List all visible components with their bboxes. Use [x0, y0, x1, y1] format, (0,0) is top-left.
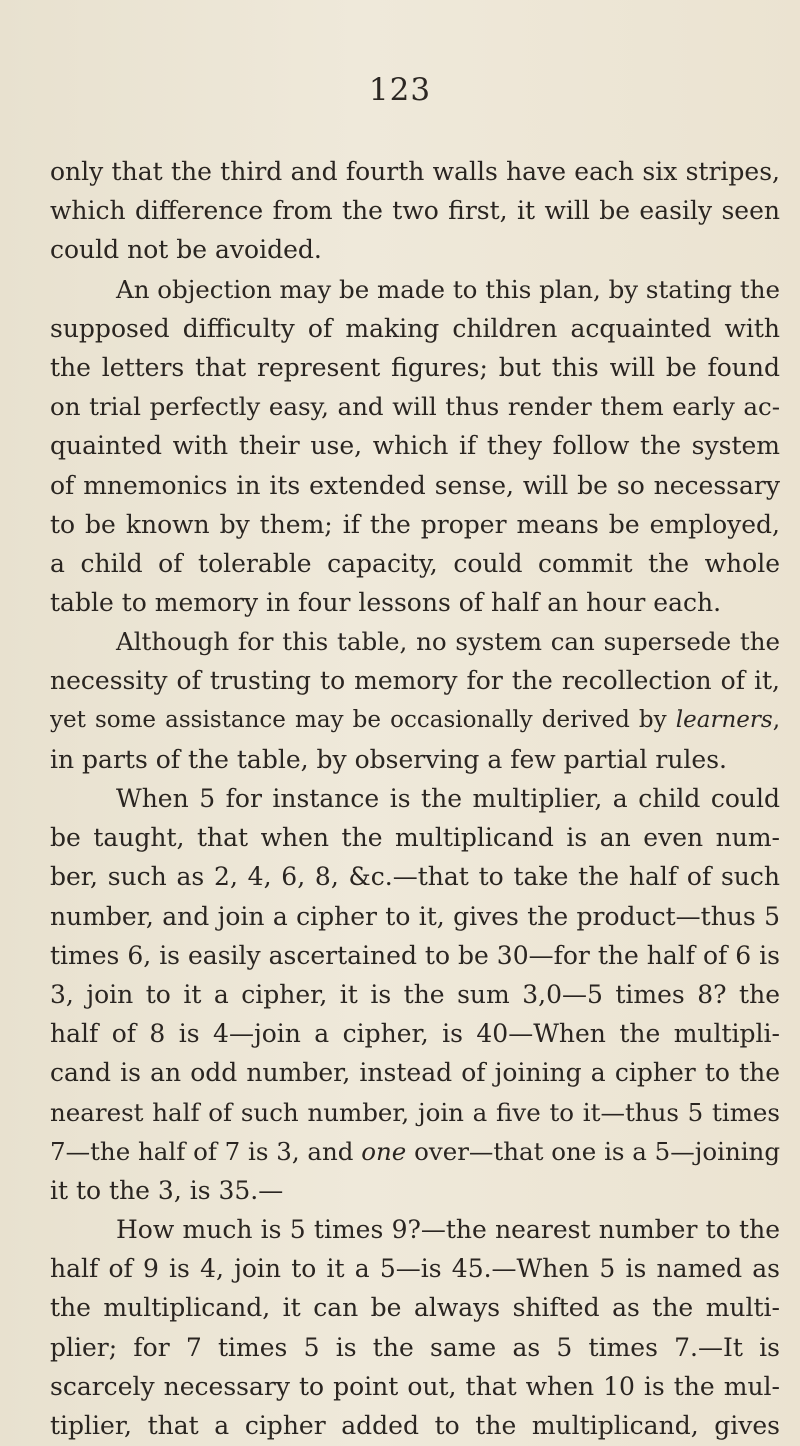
text-line: quainted with their use, which if they follow the system [50, 431, 780, 461]
text-line: half of 8 is 4—join a cipher, is 40—When the multipli- [50, 1019, 780, 1049]
text-line: a child of tolerable capacity, could commit the whole [50, 548, 780, 578]
text-line: number, and join a cipher to it, gives the product—thus 5 [50, 901, 780, 931]
text-line: scarcely necessary to point out, that when 10 is the mul- [50, 1371, 780, 1401]
text-line: plier; for 7 times 5 is the same as 5 times 7.—It is [50, 1332, 780, 1362]
text-line: it to the 3, is 35.— [50, 1175, 284, 1205]
italic-word: one [361, 1136, 407, 1166]
text-line: ber, such as 2, 4, 6, 8, &c.—that to take the half of such [50, 862, 780, 892]
text-line: How much is 5 times 9?—the nearest number to the [116, 1215, 780, 1245]
text-line: could not be avoided. [50, 235, 322, 265]
text-line: supposed difficulty of making children acquainted with [50, 313, 780, 343]
text-line: When 5 for instance is the multiplier, a child could [116, 784, 780, 813]
text-line: Although for this table, no system can supersede the [116, 627, 780, 657]
text-line: in parts of the table, by observing a few partial rules. [50, 744, 727, 774]
italic-word: learners [675, 706, 773, 733]
page-number: 123 [368, 72, 432, 108]
text-line: 7—the half of 7 is 3, and one over—that one is a 5—joining [50, 1136, 780, 1166]
text-line: the multiplicand, it can be always shifted as the multi- [50, 1293, 780, 1323]
text-line: to be known by them; if the proper means be employed, [50, 509, 780, 539]
text-line: be taught, that when the multiplicand is an even num- [50, 823, 780, 853]
text-line: table to memory in four lessons of half an hour each. [50, 588, 722, 618]
text-line: times 6, is easily ascertained to be 30—for the half of 6 is [50, 940, 780, 970]
text-line: only that the third and fourth walls have each six stripes, [50, 157, 780, 186]
text-line: the letters that represent figures; but this will be found [50, 352, 780, 382]
text-line: cand is an odd number, instead of joining a cipher to the [50, 1058, 780, 1088]
text-line: tiplier, that a cipher added to the multiplicand, gives [50, 1411, 780, 1440]
text-line: nearest half of such number, join a five to it—thus 5 times [50, 1097, 780, 1127]
text-line: on trial perfectly easy, and will thus render them early ac- [50, 392, 780, 422]
body-text [50, 152, 780, 1445]
text-line: which difference from the two first, it will be easily seen [50, 196, 780, 226]
text-line: yet some assistance may be occasionally derived by learners, [50, 706, 780, 733]
text-line: 3, join to it a cipher, it is the sum 3,0—5 times 8? the [50, 979, 780, 1009]
text-line: half of 9 is 4, join to it a 5—is 45.—When 5 is named as [50, 1254, 780, 1284]
text-line: An objection may be made to this plan, by stating the [116, 274, 780, 304]
text-line: necessity of trusting to memory for the recollection of it, [50, 666, 780, 696]
text-line: of mnemonics in its extended sense, will be so necessary [50, 470, 780, 500]
